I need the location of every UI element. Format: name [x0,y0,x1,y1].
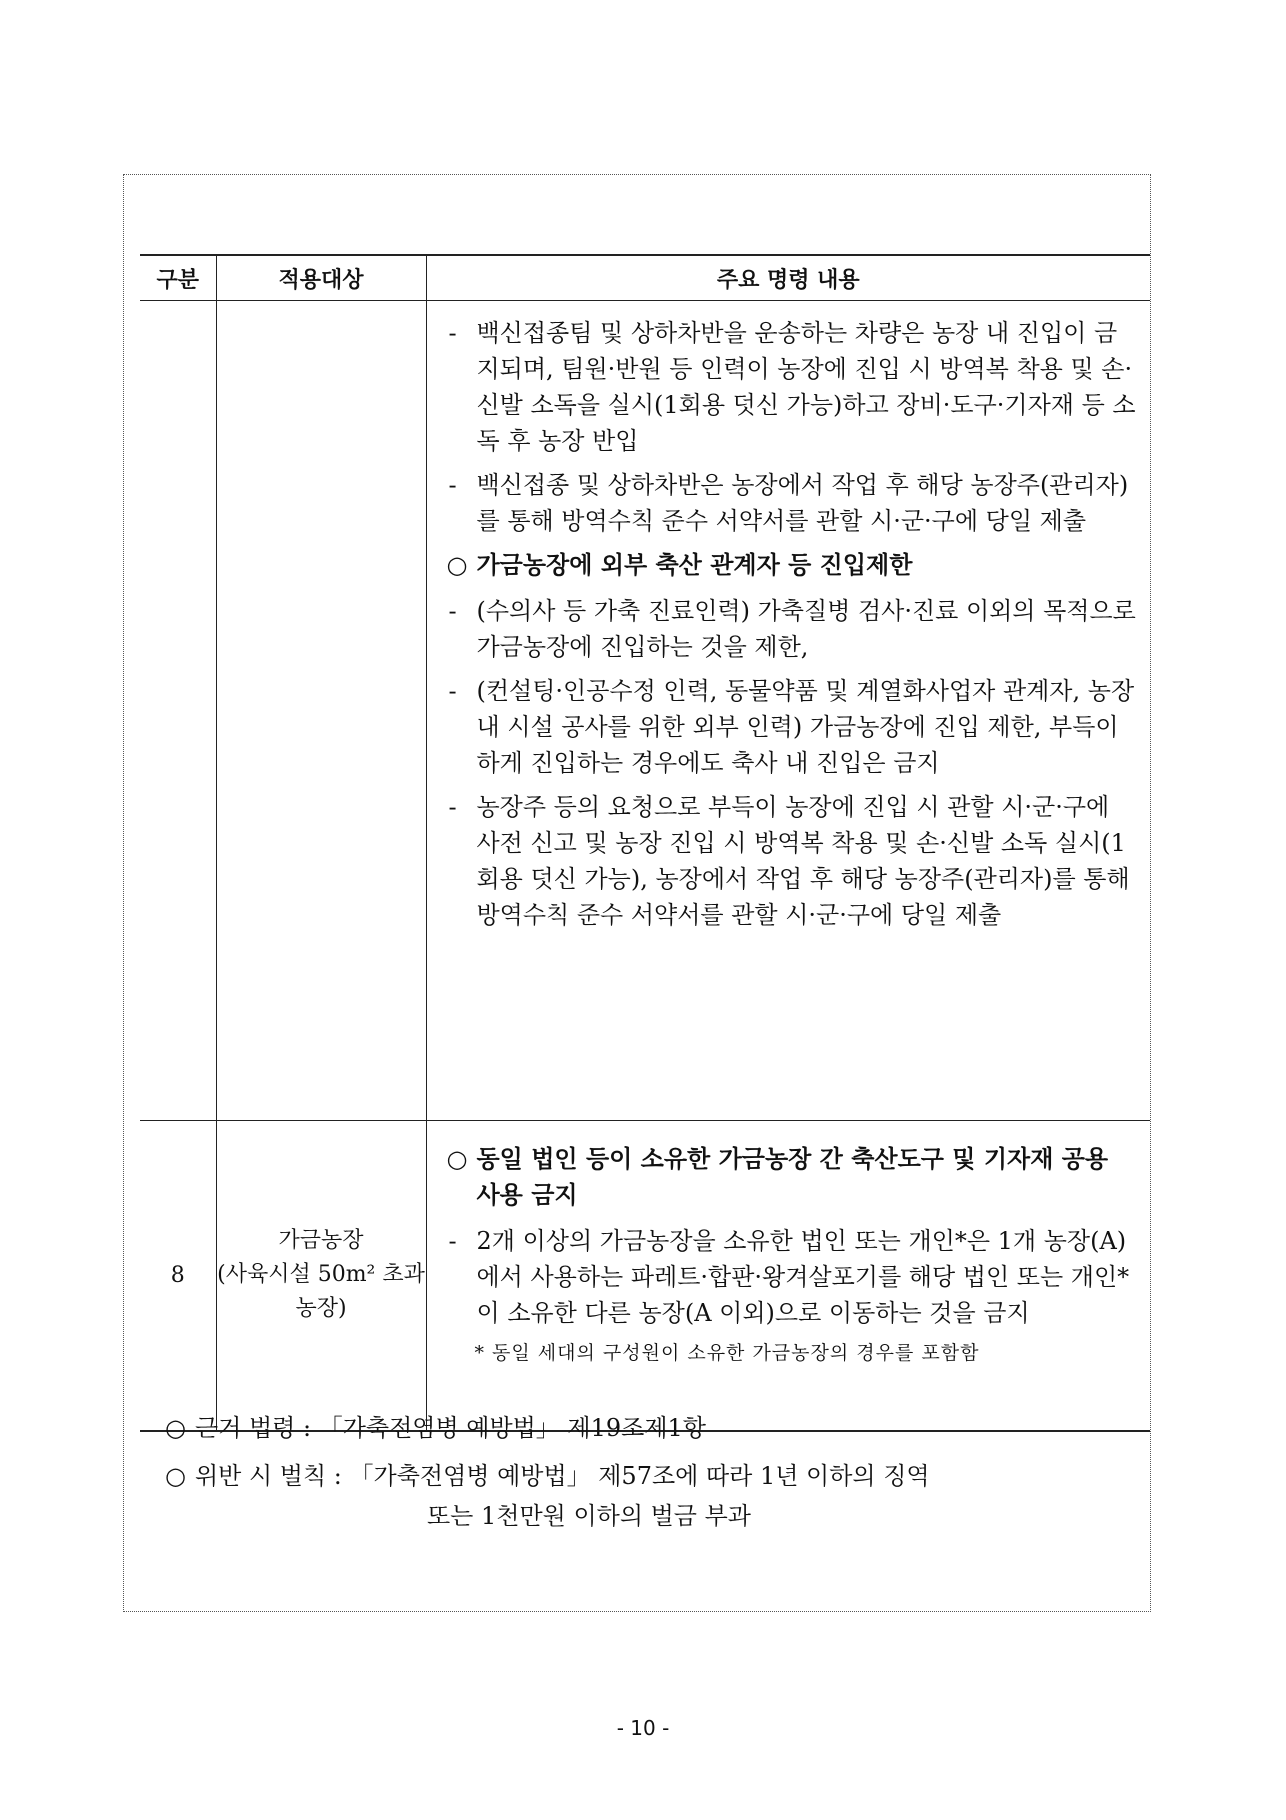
header-content: 주요 명령 내용 [426,255,1150,301]
row-content [426,301,1150,1121]
target-label: 가금농장 [278,1228,364,1254]
row-number [140,301,216,1121]
table-row [140,1121,1150,1431]
list-item: - 백신접종 및 상하차반은 농장에서 작업 후 해당 농장주(관리자)를 통해 방역수칙 준수 서약서를 관할 시·군·구에 당일 제출 [448,471,1129,535]
list-item: - 백신접종팀 및 상하차반을 운송하는 차량은 농장 내 진입이 금지되며, 팀원·반원 등 인력이 농장에 진입 시 방역복 착용 및 손·신발 소독을 실시(1회용 덧신 가능)하고 장비·도구·기자재 등 소독 후 농장 반입 [448,319,1136,455]
section-heading: ○ 동일 법인 등이 소유한 가금농장 간 축산도구 및 기자재 공용 사용 금지 [446,1144,1109,1209]
footnote: * 동일 세대의 구성원이 소유한 가금농장의 경우를 포함함 [474,1342,980,1364]
row-number: 8 [140,1121,216,1431]
order-table [140,254,1150,1432]
target-detail: (사육시설 50m² 초과 농장) [217,1262,425,1322]
header-category: 구분 [140,255,216,301]
row-target [216,301,426,1121]
section-heading: ○ 가금농장에 외부 축산 관계자 등 진입제한 [446,550,913,579]
row-target [216,1121,426,1431]
list-item: - 2개 이상의 가금농장을 소유한 법인 또는 개인*은 1개 농장(A)에서 사용하는 파레트·합판·왕겨살포기를 해당 법인 또는 개인*이 소유한 다른 농장(A 이외)으로 이동하는 것을 금지 [448,1227,1130,1327]
page-number: - 10 - [616,1716,670,1740]
row-content [426,1121,1150,1431]
table-header-row [140,255,1150,301]
list-item: - (수의사 등 가축 진료인력) 가축질병 검사·진료 이외의 목적으로 가금농장에 진입하는 것을 제한, [448,597,1136,661]
legal-basis: ○ 근거 법령 : 「가축전염병 예방법」 제19조제1항 [165,1414,706,1442]
table-row [140,301,1150,1121]
list-item: - 농장주 등의 요청으로 부득이 농장에 진입 시 관할 시·군·구에 사전 신고 및 농장 진입 시 방역복 착용 및 손·신발 소독 실시(1회용 덧신 가능), 농장에서 작업 후 해당 농장주(관리자)를 통해 방역수칙 준수 서약서를 관할 시·군·구에 당일 제출 [448,793,1130,929]
penalty: ○ 위반 시 벌칙 : 「가축전염병 예방법」 제57조에 따라 1년 이하의 징역 또는 1천만원 이하의 벌금 부과 [165,1462,930,1530]
list-item: - (컨설팅·인공수정 인력, 동물약품 및 계열화사업자 관계자, 농장 내 시설 공사를 위한 외부 인력) 가금농장에 진입 제한, 부득이하게 진입하는 경우에도 축사 내 진입은 금지 [448,677,1135,777]
header-target: 적용대상 [216,255,426,301]
